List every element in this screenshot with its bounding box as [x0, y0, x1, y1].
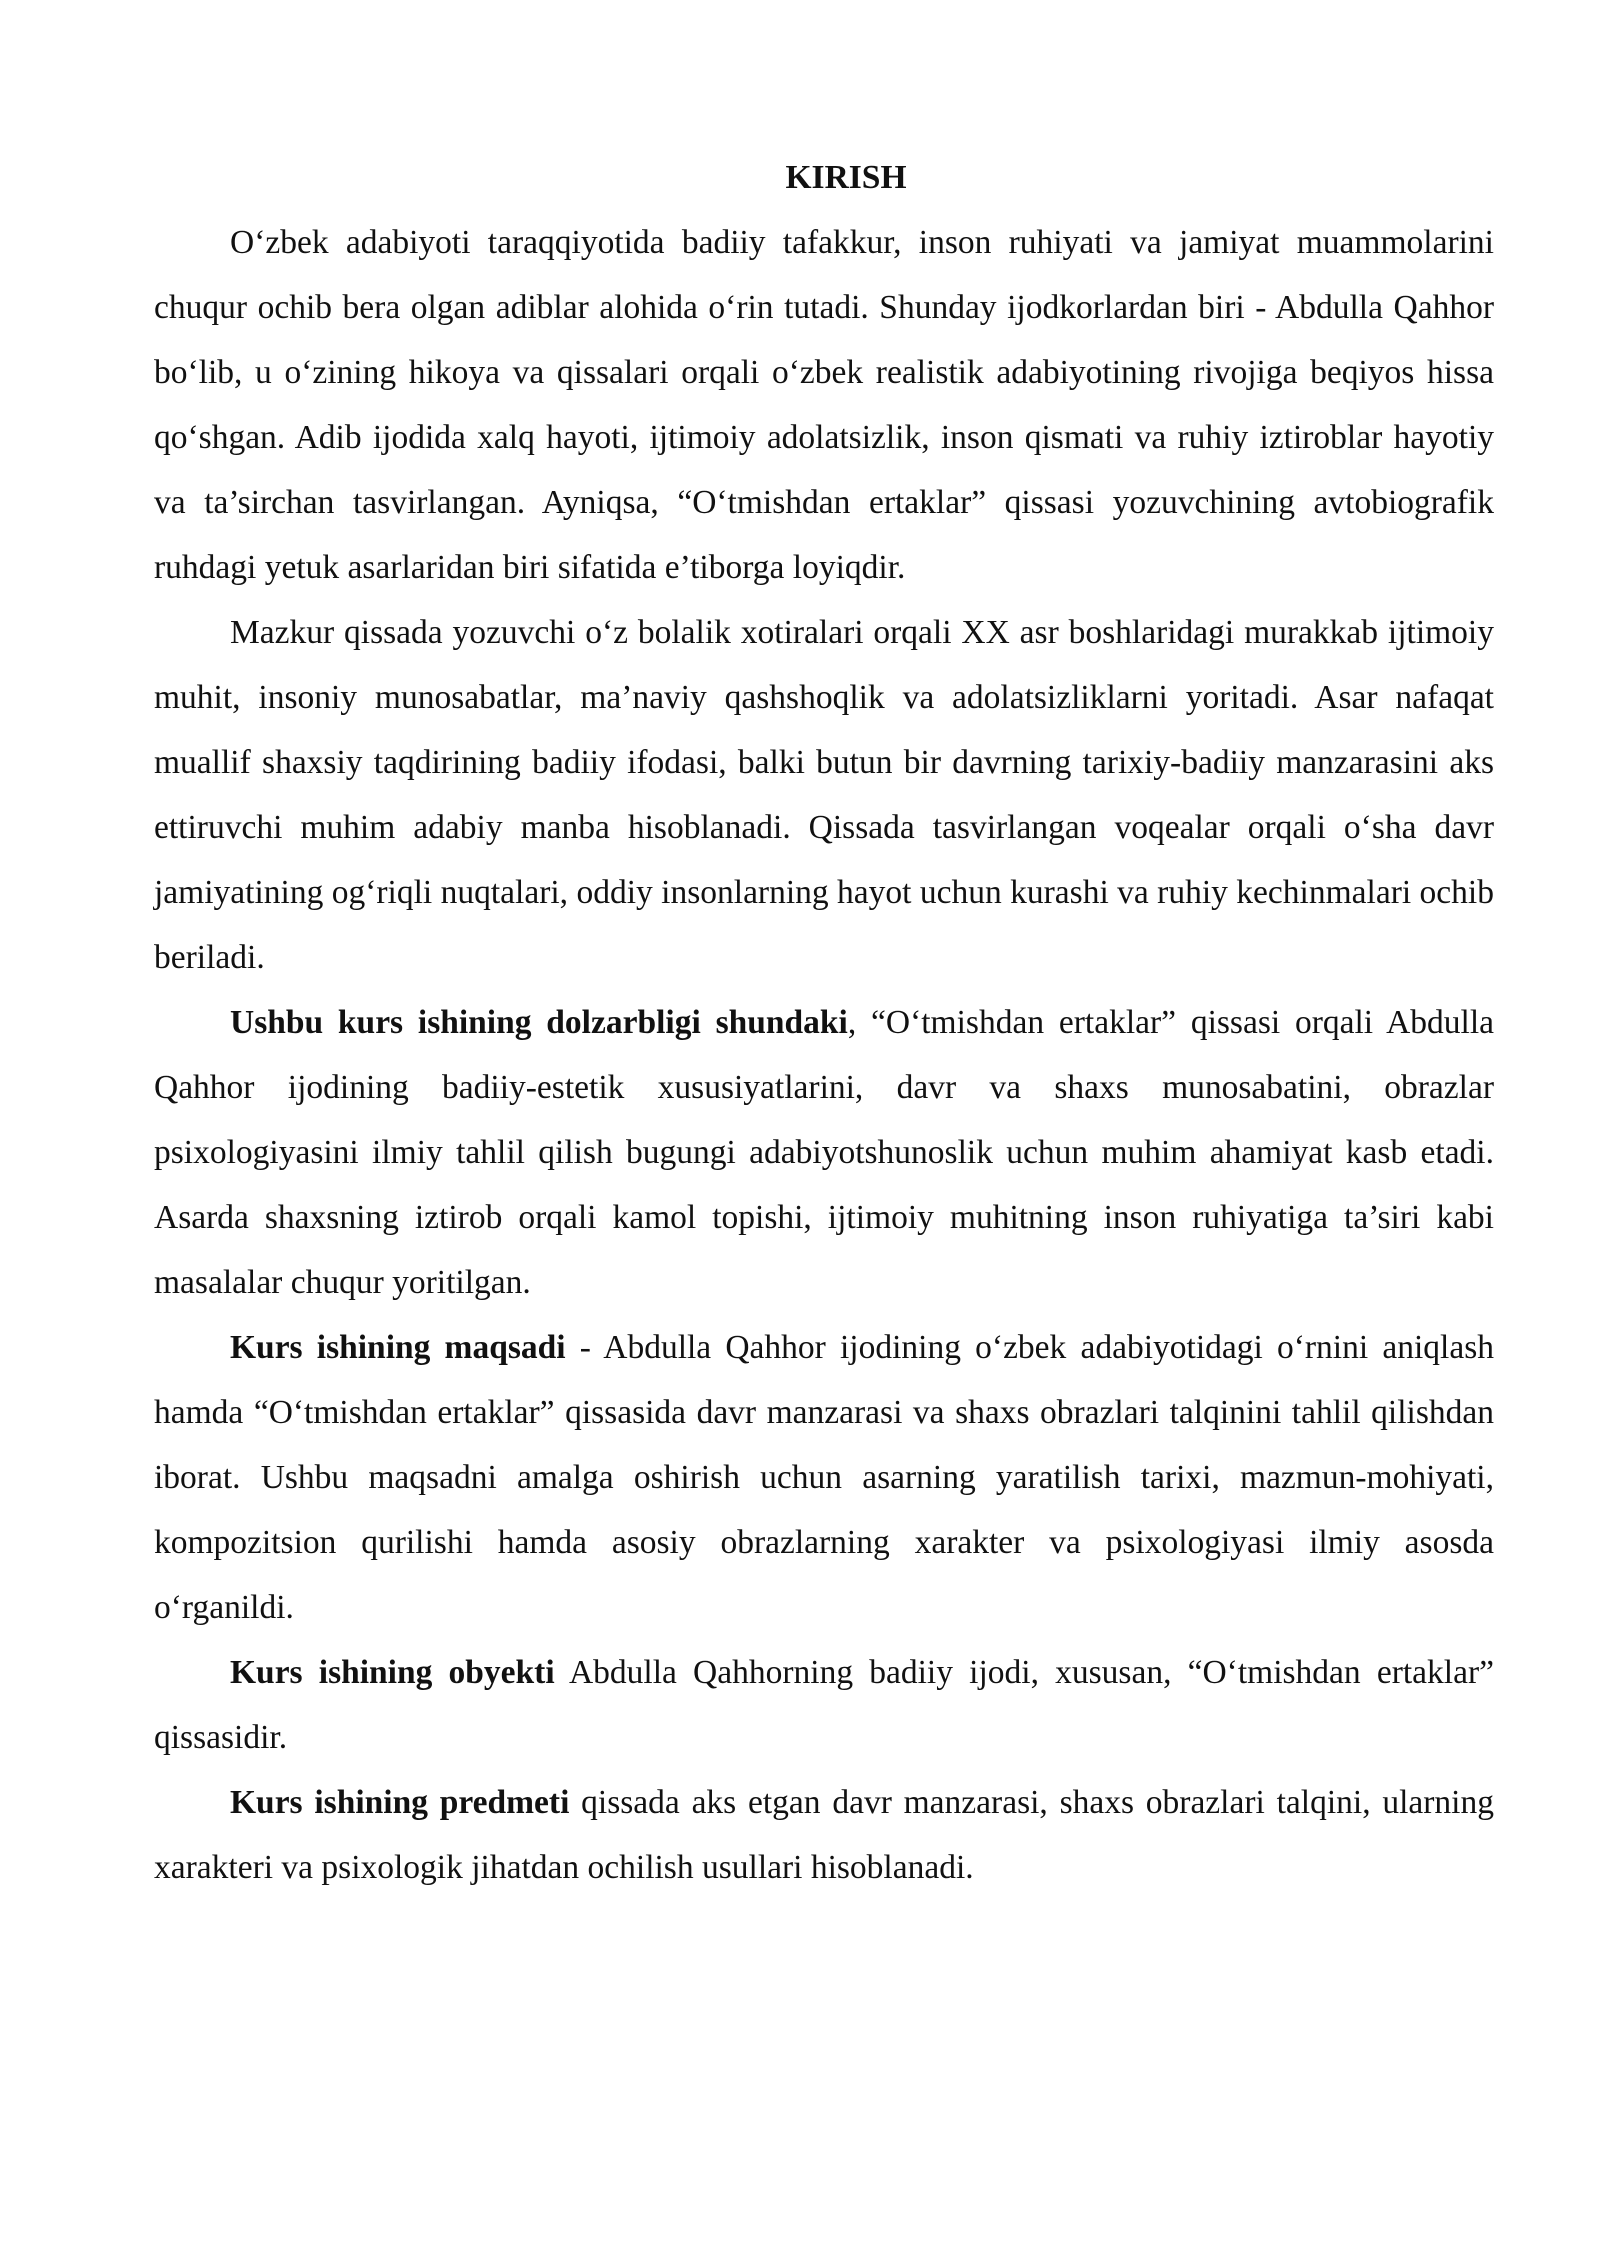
paragraph-text: , “O‘tmishdan ertaklar” qissasi orqali Abdulla Qahhor ijodining badiiy-estetik xususiyatlarini, davr va shaxs munosabatini, obrazlar psixologiyasini ilmiy tahlil qilish bugungi adabiyotshunoslik uchun muhim ahamiyat kasb etadi. Asarda shaxsning iztirob orqali kamol topishi, ijtimoiy muhitning inson ruhiyatiga ta’siri kabi masalalar chuqur yoritilgan.: [154, 1004, 1494, 1301]
paragraph-text: - Abdulla Qahhor ijodining o‘zbek adabiyotidagi o‘rnini aniqlash hamda “O‘tmishdan ertaklar” qissasida davr manzarasi va shaxs obrazlari talqinini tahlil qilishdan iborat. Ushbu maqsadni amalga oshirish uchun asarning yaratilish tarixi, mazmun-mohiyati, kompozitsion qurilishi hamda asosiy obrazlarning xarakter va psixologiyasi ilmiy asosda o‘rganildi.: [154, 1329, 1494, 1626]
paragraph-text: Abdulla Qahhorning badiiy ijodi, xususan, “O‘tmishdan ertaklar” qissasidir.: [154, 1654, 1494, 1756]
paragraph-lead: Kurs ishining predmeti: [230, 1784, 570, 1821]
paragraph-lead: Ushbu kurs ishining dolzarbligi shundaki: [230, 1004, 848, 1041]
document-title: KIRISH: [785, 159, 907, 196]
paragraph-goal: [154, 1315, 1494, 1640]
document-body: [154, 145, 1494, 1900]
paragraph-text: qissada aks etgan davr manzarasi, shaxs obrazlari talqini, ularning xarakteri va psixologik jihatdan ochilish usullari hisoblanadi.: [154, 1784, 1494, 1886]
paragraph-subject: [154, 1770, 1494, 1900]
paragraph-text: Mazkur qissada yozuvchi o‘z bolalik xotiralari orqali XX asr boshlaridagi murakkab ijtimoiy muhit, insoniy munosabatlar, ma’naviy qashshoqlik va adolatsizliklarni yoritadi. Asar nafaqat muallif shaxsiy taqdirining badiiy ifodasi, balki butun bir davrning tarixiy-badiiy manzarasini aks ettiruvchi muhim adabiy manba hisoblanadi. Qissada tasvirlangan voqealar orqali o‘sha davr jamiyatining og‘riqli nuqtalari, oddiy insonlarning hayot uchun kurashi va ruhiy kechinmalari ochib beriladi.: [154, 614, 1494, 976]
paragraph-relevance: [154, 990, 1494, 1315]
paragraph-lead: Kurs ishining maqsadi: [230, 1329, 566, 1366]
paragraph-object: [154, 1640, 1494, 1770]
paragraph-1: [154, 210, 1494, 600]
paragraph-text: O‘zbek adabiyoti taraqqiyotida badiiy tafakkur, inson ruhiyati va jamiyat muammolarini chuqur ochib bera olgan adiblar alohida o‘rin tutadi. Shunday ijodkorlardan biri - Abdulla Qahhor bo‘lib, u o‘zining hikoya va qissalari orqali o‘zbek realistik adabiyotining rivojiga beqiyos hissa qo‘shgan. Adib ijodida xalq hayoti, ijtimoiy adolatsizlik, inson qismati va ruhiy iztiroblar hayotiy va ta’sirchan tasvirlangan. Ayniqsa, “O‘tmishdan ertaklar” qissasi yozuvchining avtobiografik ruhdagi yetuk asarlaridan biri sifatida e’tiborga loyiqdir.: [154, 224, 1494, 586]
paragraph-2: [154, 600, 1494, 990]
paragraph-lead: Kurs ishining obyekti: [230, 1654, 555, 1691]
